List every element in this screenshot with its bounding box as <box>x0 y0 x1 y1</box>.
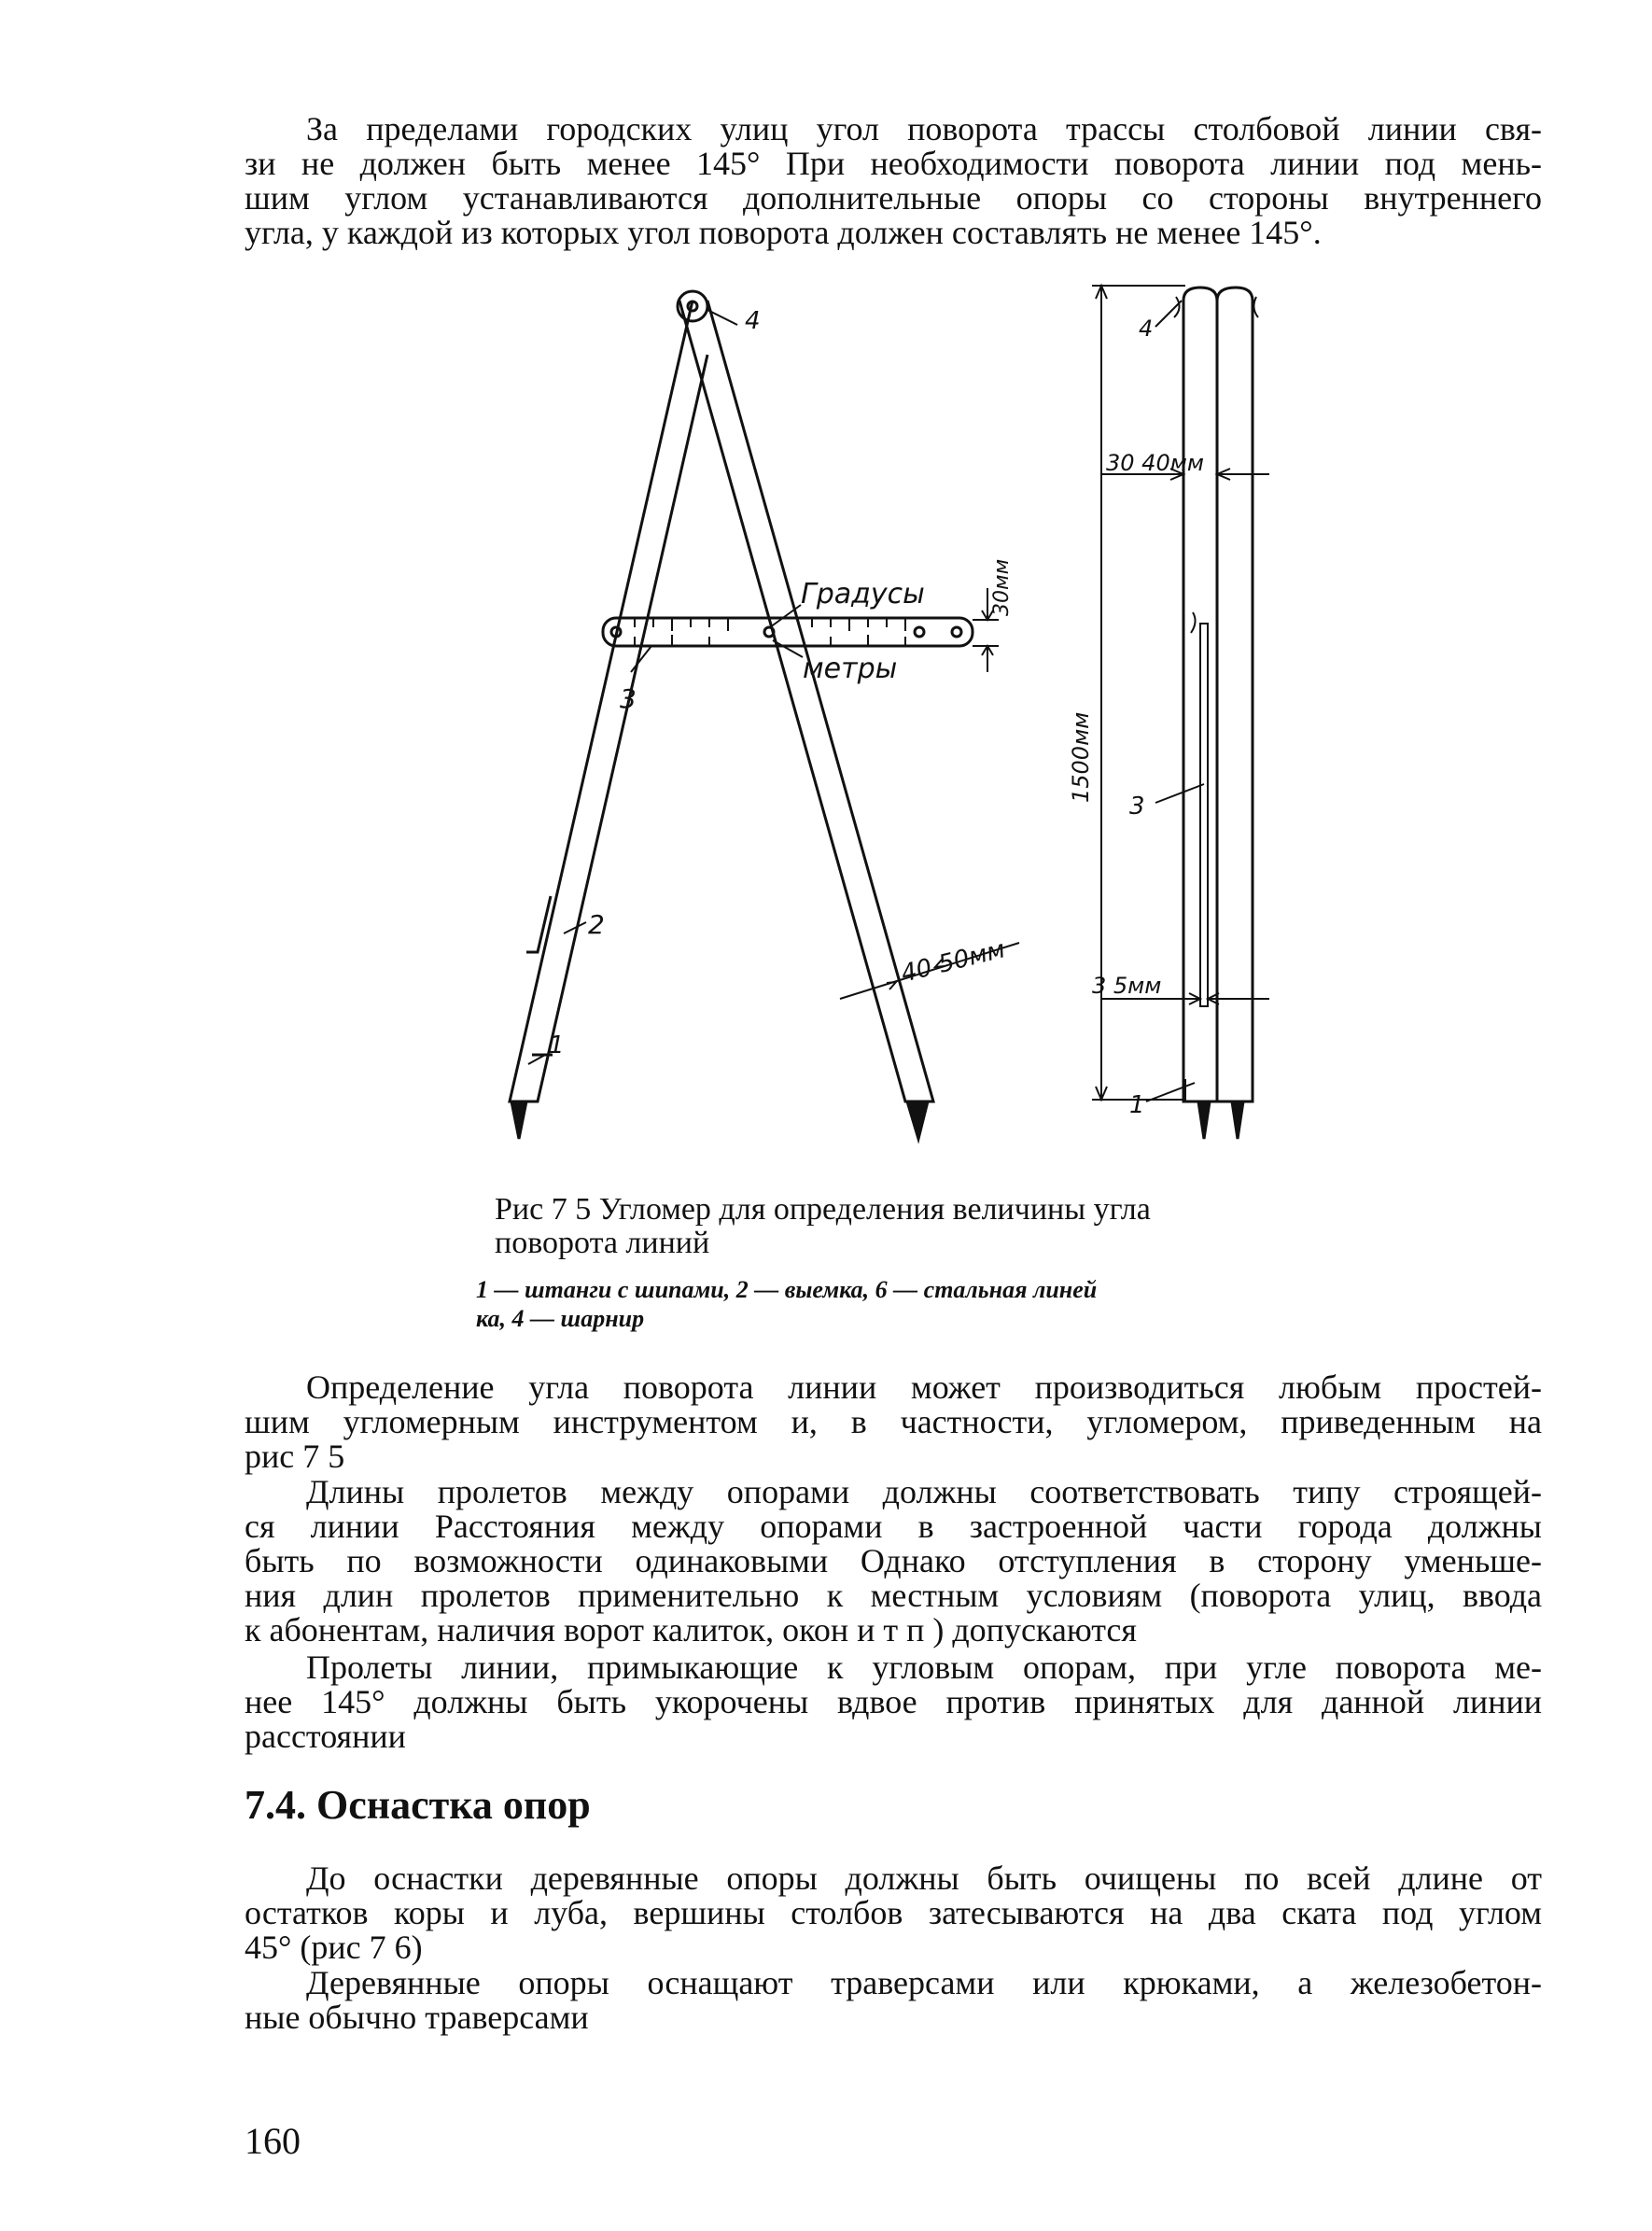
label-4-left: 4 <box>745 307 761 335</box>
text-line: ные обычно траверсами <box>245 1999 589 2036</box>
text-line: Определение угла поворота линии может производиться любым простей- <box>306 1368 1542 1406</box>
text-line: нее 145° должны быть укорочены вдвое против принятых для данной линии <box>245 1683 1542 1720</box>
section-heading: 7.4. Оснастка опор <box>245 1782 591 1828</box>
left-leg <box>510 301 707 1101</box>
text-line: расстоянии <box>245 1718 406 1755</box>
text-line: к абонентам, наличия ворот калиток, окон и т п ) допускаются <box>245 1611 1137 1649</box>
label-2: 2 <box>588 909 605 940</box>
caption-line: Рис 7 5 Угломер для определения величины угла <box>495 1192 1151 1227</box>
label-3-5mm: 3 5мм <box>1092 973 1162 999</box>
text-line: Длины пролетов между опорами должны соответствовать типу строящей- <box>306 1473 1542 1510</box>
figure-caption <box>495 1193 1316 1260</box>
scale-bar <box>603 618 973 646</box>
section-paragraph-1 <box>245 1861 1542 1965</box>
intro-paragraph <box>245 112 1542 250</box>
section-paragraph-2 <box>245 1966 1542 2035</box>
text-line: зи не должен быть менее 145° При необходимости поворота линии под мень- <box>245 145 1542 182</box>
figure-legend <box>476 1275 1316 1333</box>
side-rod-right <box>1217 288 1253 1101</box>
steel-ruler <box>1200 624 1208 1006</box>
text-line: 45° (рис 7 6) <box>245 1929 423 1966</box>
text-line: До оснастки деревянные опоры должны быть очищены по всей длине от <box>306 1859 1542 1897</box>
text-line: Деревянные опоры оснащают траверсами или крюками, а железобетон- <box>306 1964 1542 2001</box>
label-gradusy: Градусы <box>801 578 925 610</box>
caption-line: поворота линий <box>495 1226 710 1260</box>
text-line: шим угломерным инструментом и, в частности, угломером, приведенным на <box>245 1403 1542 1440</box>
legend-line: ка, 4 — шарнир <box>476 1305 645 1332</box>
label-3-right: 3 <box>1129 793 1145 821</box>
leader-3-right <box>1155 784 1204 803</box>
text-line: рис 7 5 <box>245 1438 345 1475</box>
label-metry: метры <box>803 652 898 685</box>
label-30-40mm: 30 40мм <box>1106 450 1204 476</box>
body-paragraph-1 <box>245 1370 1542 1474</box>
text-line: ся линии Расстояния между опорами в застроенной части города должны <box>245 1508 1542 1545</box>
label-4-right: 4 <box>1139 316 1154 342</box>
text-line: остатков коры и луба, вершины столбов затесываются на два ската под углом <box>245 1894 1542 1931</box>
text-line: За пределами городских улиц угол поворота трассы столбовой линии свя- <box>306 110 1542 147</box>
left-spike <box>511 1101 526 1139</box>
label-3-left: 3 <box>620 683 637 714</box>
page-number: 160 <box>245 2120 301 2162</box>
side-view <box>1174 288 1258 1139</box>
text-line: шим углом устанавливаются дополнительные опоры со стороны внутреннего <box>245 179 1542 217</box>
right-spike <box>907 1101 928 1139</box>
text-line: угла, у каждой из которых угол поворота должен составлять не менее 145°. <box>245 214 1322 251</box>
body-paragraph-3 <box>245 1650 1542 1754</box>
label-1-right: 1 <box>1129 1091 1145 1119</box>
label-40-50mm: 40 50мм <box>898 935 1008 989</box>
legend-line: 1 — штанги с шипами, 2 — выемка, 6 — стальная линей <box>476 1276 1098 1303</box>
label-30mm: 30мм <box>990 558 1014 616</box>
protractor-figure <box>448 280 1269 1176</box>
text-line: ния длин пролетов применительно к местным условиям (поворота улиц, ввода <box>245 1577 1542 1614</box>
text-line: Пролеты линии, примыкающие к угловым опорам, при угле поворота ме- <box>306 1649 1542 1686</box>
body-paragraph-2 <box>245 1475 1542 1648</box>
text-line: быть по возможности одинаковыми Однако отступления в сторону уменьше- <box>245 1542 1542 1579</box>
label-1500mm: 1500мм <box>1068 711 1094 803</box>
label-1-left: 1 <box>549 1031 565 1059</box>
